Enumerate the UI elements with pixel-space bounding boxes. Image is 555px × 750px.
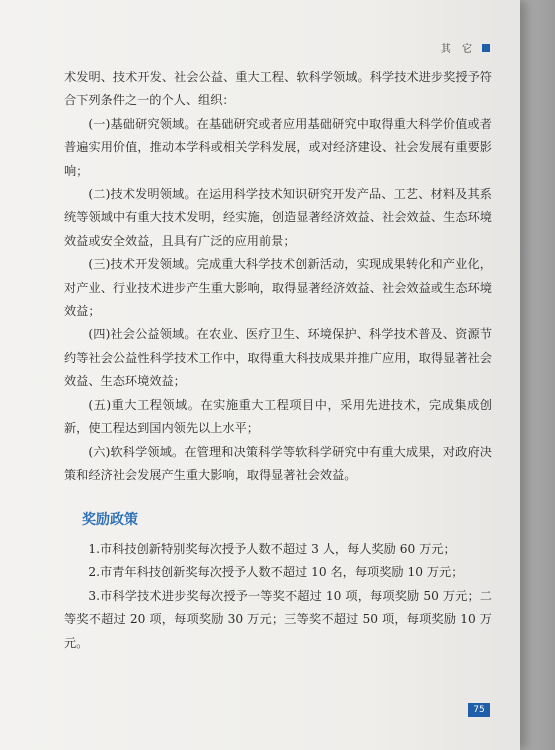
paragraph-basic-research: (一)基础研究领域。在基础研究或者应用基础研究中取得重大科学价值或者普遍实用价值，推动本学科或相关学科发展，或对经济建设、社会发展有重要影响； — [64, 116, 492, 178]
paragraph-intro: 术发明、技术开发、社会公益、重大工程、软科学领域。科学技术进步奖授予符合下列条件之一的个人、组织： — [64, 70, 492, 108]
section-header-label: 其 它 — [440, 44, 476, 55]
paragraph-major-engineering: (五)重大工程领域。在实施重大工程项目中，采用先进技术，完成集成创新，使工程达到国内领先以上水平； — [64, 397, 492, 436]
reward-item: 3.市科学技术进步奖每次授予一等奖不超过 10 项，每项奖励 50 万元；二等奖不超过 20 项，每项奖励 30 万元；三等奖不超过 50 项，每项奖励 10 万元。 — [64, 588, 492, 650]
section-marker-icon — [482, 44, 490, 52]
paragraph-tech-invention: (二)技术发明领域。在运用科学技术知识研究开发产品、工艺、材料及其系统等领域中有重大技术发明，经实施，创造显著经济效益、社会效益、生态环境效益或安全效益，且具有广泛的应用前景； — [64, 187, 492, 248]
reward-item: 2.市青年科技创新奖每次授予人数不超过 10 名，每项奖励 10 万元； — [88, 565, 464, 580]
paragraph-tech-development: (三)技术开发领域。完成重大科学技术创新活动，实现成果转化和产业化，对产业、行业技术进步产生重大影响，取得显著经济效益、社会效益或生态环境效益； — [64, 257, 492, 319]
rewards-list — [64, 538, 492, 655]
reward-item: 1.市科技创新特别奖每次授予人数不超过 3 人，每人奖励 60 万元； — [88, 542, 456, 556]
section-title: 奖励政策 — [82, 512, 138, 528]
paragraph-soft-science: (六)软科学领域。在管理和决策科学等软科学研究中有重大成果，对政府决策和经济社会发展产生重大影响，取得显著社会效益。 — [64, 444, 492, 482]
body-text — [64, 66, 492, 487]
page-number: 75 — [468, 703, 490, 717]
paragraph-social-welfare: (四)社会公益领域。在农业、医疗卫生、环境保护、科学技术普及、资源节约等社会公益性科学技术工作中，取得重大科技成果并推广应用，取得显著社会效益、生态环境效益； — [64, 327, 492, 389]
section-header — [441, 40, 490, 55]
